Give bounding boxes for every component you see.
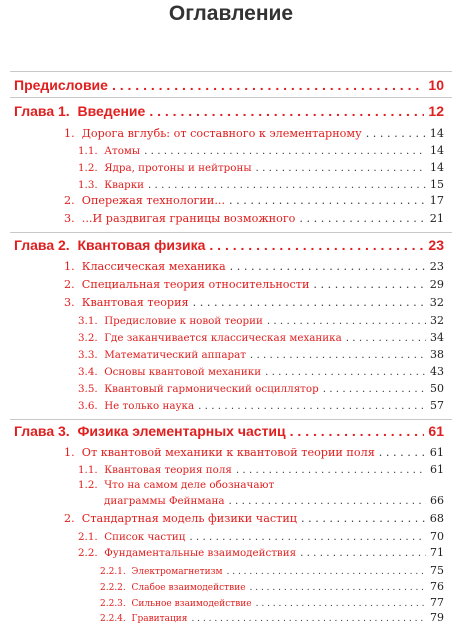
entry-title: Основы квантовой механики (104, 366, 262, 378)
toc-entry-subsection[interactable] (78, 314, 444, 327)
dot-leader (346, 332, 426, 344)
page-number: 29 (429, 278, 444, 291)
toc-entry-subsection[interactable] (78, 144, 444, 157)
toc-entry-section[interactable] (64, 296, 444, 309)
dot-leader (189, 531, 426, 543)
entry-number: 1.1. (78, 145, 105, 157)
dot-leader (300, 547, 426, 559)
page-number: 32 (429, 296, 444, 309)
page-number: 43 (430, 365, 444, 378)
entry-number: 1.1. (78, 464, 105, 476)
dot-leader (323, 383, 426, 395)
entry-title: Электромагнетизм (131, 567, 223, 577)
entry-title: Введение (77, 103, 146, 119)
dot-leader (236, 464, 426, 476)
page-number: 32 (430, 314, 444, 327)
dot-leader (198, 400, 426, 412)
entry-number: 3. (64, 296, 82, 309)
toc-entry-subsection[interactable] (78, 365, 444, 378)
entry-number: 3.5. (78, 383, 105, 395)
entry-number: 3.1. (78, 315, 105, 327)
entry-title: Атомы (104, 145, 141, 157)
toc-entry-subsubsection[interactable] (100, 564, 444, 577)
toc-entry-section[interactable] (64, 278, 444, 291)
page-number: 14 (429, 127, 444, 140)
divider (10, 97, 452, 98)
entry-title: Что на самом деле обозначают (104, 479, 275, 491)
entry-title: Где заканчивается классическая механика (104, 332, 342, 344)
entry-number: 3. (64, 212, 82, 225)
toc-entry-subsection[interactable] (78, 399, 444, 412)
toc-entry-subsection[interactable] (78, 178, 444, 191)
entry-number: 1.2. (78, 162, 105, 174)
entry-title: Классическая механика (81, 260, 226, 273)
entry-number: 2.2.4. (100, 614, 132, 624)
dot-leader (299, 212, 425, 225)
entry-title: Математический аппарат (104, 349, 246, 361)
page-number: 34 (430, 331, 444, 344)
page-number: 38 (430, 348, 444, 361)
dot-leader (227, 567, 427, 577)
entry-number: 2.1. (78, 531, 105, 543)
dot-leader (265, 366, 426, 378)
divider (10, 232, 452, 233)
page-number: 15 (430, 178, 444, 191)
dot-leader (301, 512, 426, 525)
entry-title: Список частиц (104, 531, 186, 543)
toc-entry-section[interactable] (64, 194, 444, 207)
toc-entry-preface[interactable] (14, 77, 444, 93)
entry-title: Предисловие (14, 77, 108, 93)
toc-entry-subsection[interactable] (78, 546, 444, 559)
entry-number: 2.2.3. (100, 599, 132, 609)
toc-entry-section[interactable] (64, 260, 444, 273)
toc-entry-subsection[interactable] (78, 348, 444, 361)
page-number: 12 (428, 103, 444, 119)
divider (10, 71, 452, 72)
toc-entry-subsection[interactable] (78, 479, 444, 491)
page-number: 61 (430, 463, 444, 476)
entry-number: Глава 3. (14, 423, 78, 439)
entry-number: 2. (64, 278, 82, 291)
dot-leader (230, 260, 426, 273)
dot-leader (229, 194, 426, 207)
toc-entry-section[interactable] (64, 212, 444, 225)
dot-leader (366, 127, 426, 140)
entry-number: 1. (64, 260, 82, 273)
entry-number: 3.3. (78, 349, 105, 361)
entry-number: 2. (64, 512, 82, 525)
toc-entry-subsection[interactable] (78, 382, 444, 395)
entry-number: 3.2. (78, 332, 105, 344)
entry-title: Слабое взаимодействие (131, 583, 246, 593)
entry-title: Кварки (104, 179, 144, 191)
page-number: 23 (428, 237, 444, 253)
toc-entry-subsection[interactable] (78, 331, 444, 344)
dot-leader (379, 446, 426, 459)
entry-number: 2. (64, 194, 82, 207)
entry-title: Дорога вглубь: от составного к элементарному (81, 127, 362, 140)
entry-title: Опережая технологии... (81, 194, 226, 207)
dot-leader (250, 349, 426, 361)
toc-entry-section[interactable] (64, 512, 444, 525)
toc-entry-subsubsection[interactable] (100, 580, 444, 593)
toc-entry-chapter-1[interactable] (14, 103, 444, 119)
entry-title: Квантовый гармонический осциллятор (104, 383, 319, 395)
page-number: 50 (430, 382, 444, 395)
page-number: 10 (428, 77, 444, 93)
entry-title: Сильное взаимодействие (131, 599, 252, 609)
entry-title-continued: диаграммы Фейнмана (104, 495, 225, 507)
page-number: 79 (430, 611, 444, 624)
dot-leader (149, 103, 424, 119)
entry-number: Глава 2. (14, 237, 78, 253)
toc-entry-subsection[interactable] (78, 161, 444, 174)
dot-leader (313, 278, 425, 291)
page-title: Оглавление (168, 2, 294, 25)
dot-leader (256, 599, 426, 609)
page-number: 14 (430, 144, 444, 157)
dot-leader (250, 583, 426, 593)
entry-title: Квантовая теория поля (104, 464, 232, 476)
entry-number: 3.6. (78, 400, 105, 412)
entry-title: Предисловие к новой теории (104, 315, 263, 327)
dot-leader (191, 614, 426, 624)
page-number: 76 (430, 580, 444, 593)
toc-entry-section[interactable] (64, 446, 444, 459)
page-number: 70 (430, 530, 444, 543)
dot-leader (148, 179, 426, 191)
entry-number: 2.2.1. (100, 567, 132, 577)
page-number: 61 (428, 423, 444, 439)
dot-leader (193, 296, 426, 309)
page-number: 61 (429, 446, 444, 459)
toc-entry-chapter-3[interactable] (14, 423, 444, 439)
entry-number: Глава 1. (14, 103, 78, 119)
entry-title: От квантовой механики к квантовой теории поля (81, 446, 375, 459)
entry-number: 2.2.2. (100, 583, 132, 593)
toc-entry-subsection[interactable] (78, 463, 444, 476)
entry-number: 1.2. (78, 479, 105, 491)
entry-number: 3.4. (78, 366, 105, 378)
toc-entry-section[interactable] (64, 127, 444, 140)
page-number: 23 (429, 260, 444, 273)
entry-title: Ядра, протоны и нейтроны (104, 162, 252, 174)
page-number: 57 (430, 399, 444, 412)
divider (10, 419, 452, 420)
page-number: 14 (430, 161, 444, 174)
page-number: 68 (429, 512, 444, 525)
entry-title: Стандартная модель физики частиц (81, 512, 297, 525)
toc-entry-subsection[interactable] (78, 530, 444, 543)
dot-leader (112, 77, 424, 93)
dot-leader (256, 162, 426, 174)
toc-entry-subsubsection[interactable] (100, 611, 444, 624)
dot-leader (209, 237, 424, 253)
toc-entry-subsubsection[interactable] (100, 596, 444, 609)
dot-leader (290, 423, 425, 439)
entry-title: Физика элементарных частиц (77, 423, 286, 439)
entry-title: Фундаментальные взаимодействия (104, 547, 297, 559)
page-number: 75 (430, 564, 444, 577)
page-number: 77 (430, 596, 444, 609)
entry-title: ...И раздвигая границы возможного (81, 212, 296, 225)
page-number: 71 (430, 546, 444, 559)
entry-number: 1. (64, 127, 82, 140)
dot-leader (267, 315, 426, 327)
page-number: 21 (429, 212, 444, 225)
entry-title: Специальная теория относительности (81, 278, 310, 291)
entry-title: Не только наука (104, 400, 195, 412)
page-number: 17 (429, 194, 444, 207)
dot-leader (144, 145, 426, 157)
toc-entry-subsection-continued[interactable] (104, 494, 444, 507)
entry-title: Квантовая теория (81, 296, 189, 309)
page-number: 66 (430, 494, 444, 507)
toc-entry-chapter-2[interactable] (14, 237, 444, 253)
entry-number: 1.3. (78, 179, 105, 191)
entry-number: 1. (64, 446, 82, 459)
entry-number: 2.2. (78, 547, 105, 559)
entry-title: Квантовая физика (77, 237, 206, 253)
entry-title: Гравитация (131, 614, 188, 624)
dot-leader (228, 495, 426, 507)
